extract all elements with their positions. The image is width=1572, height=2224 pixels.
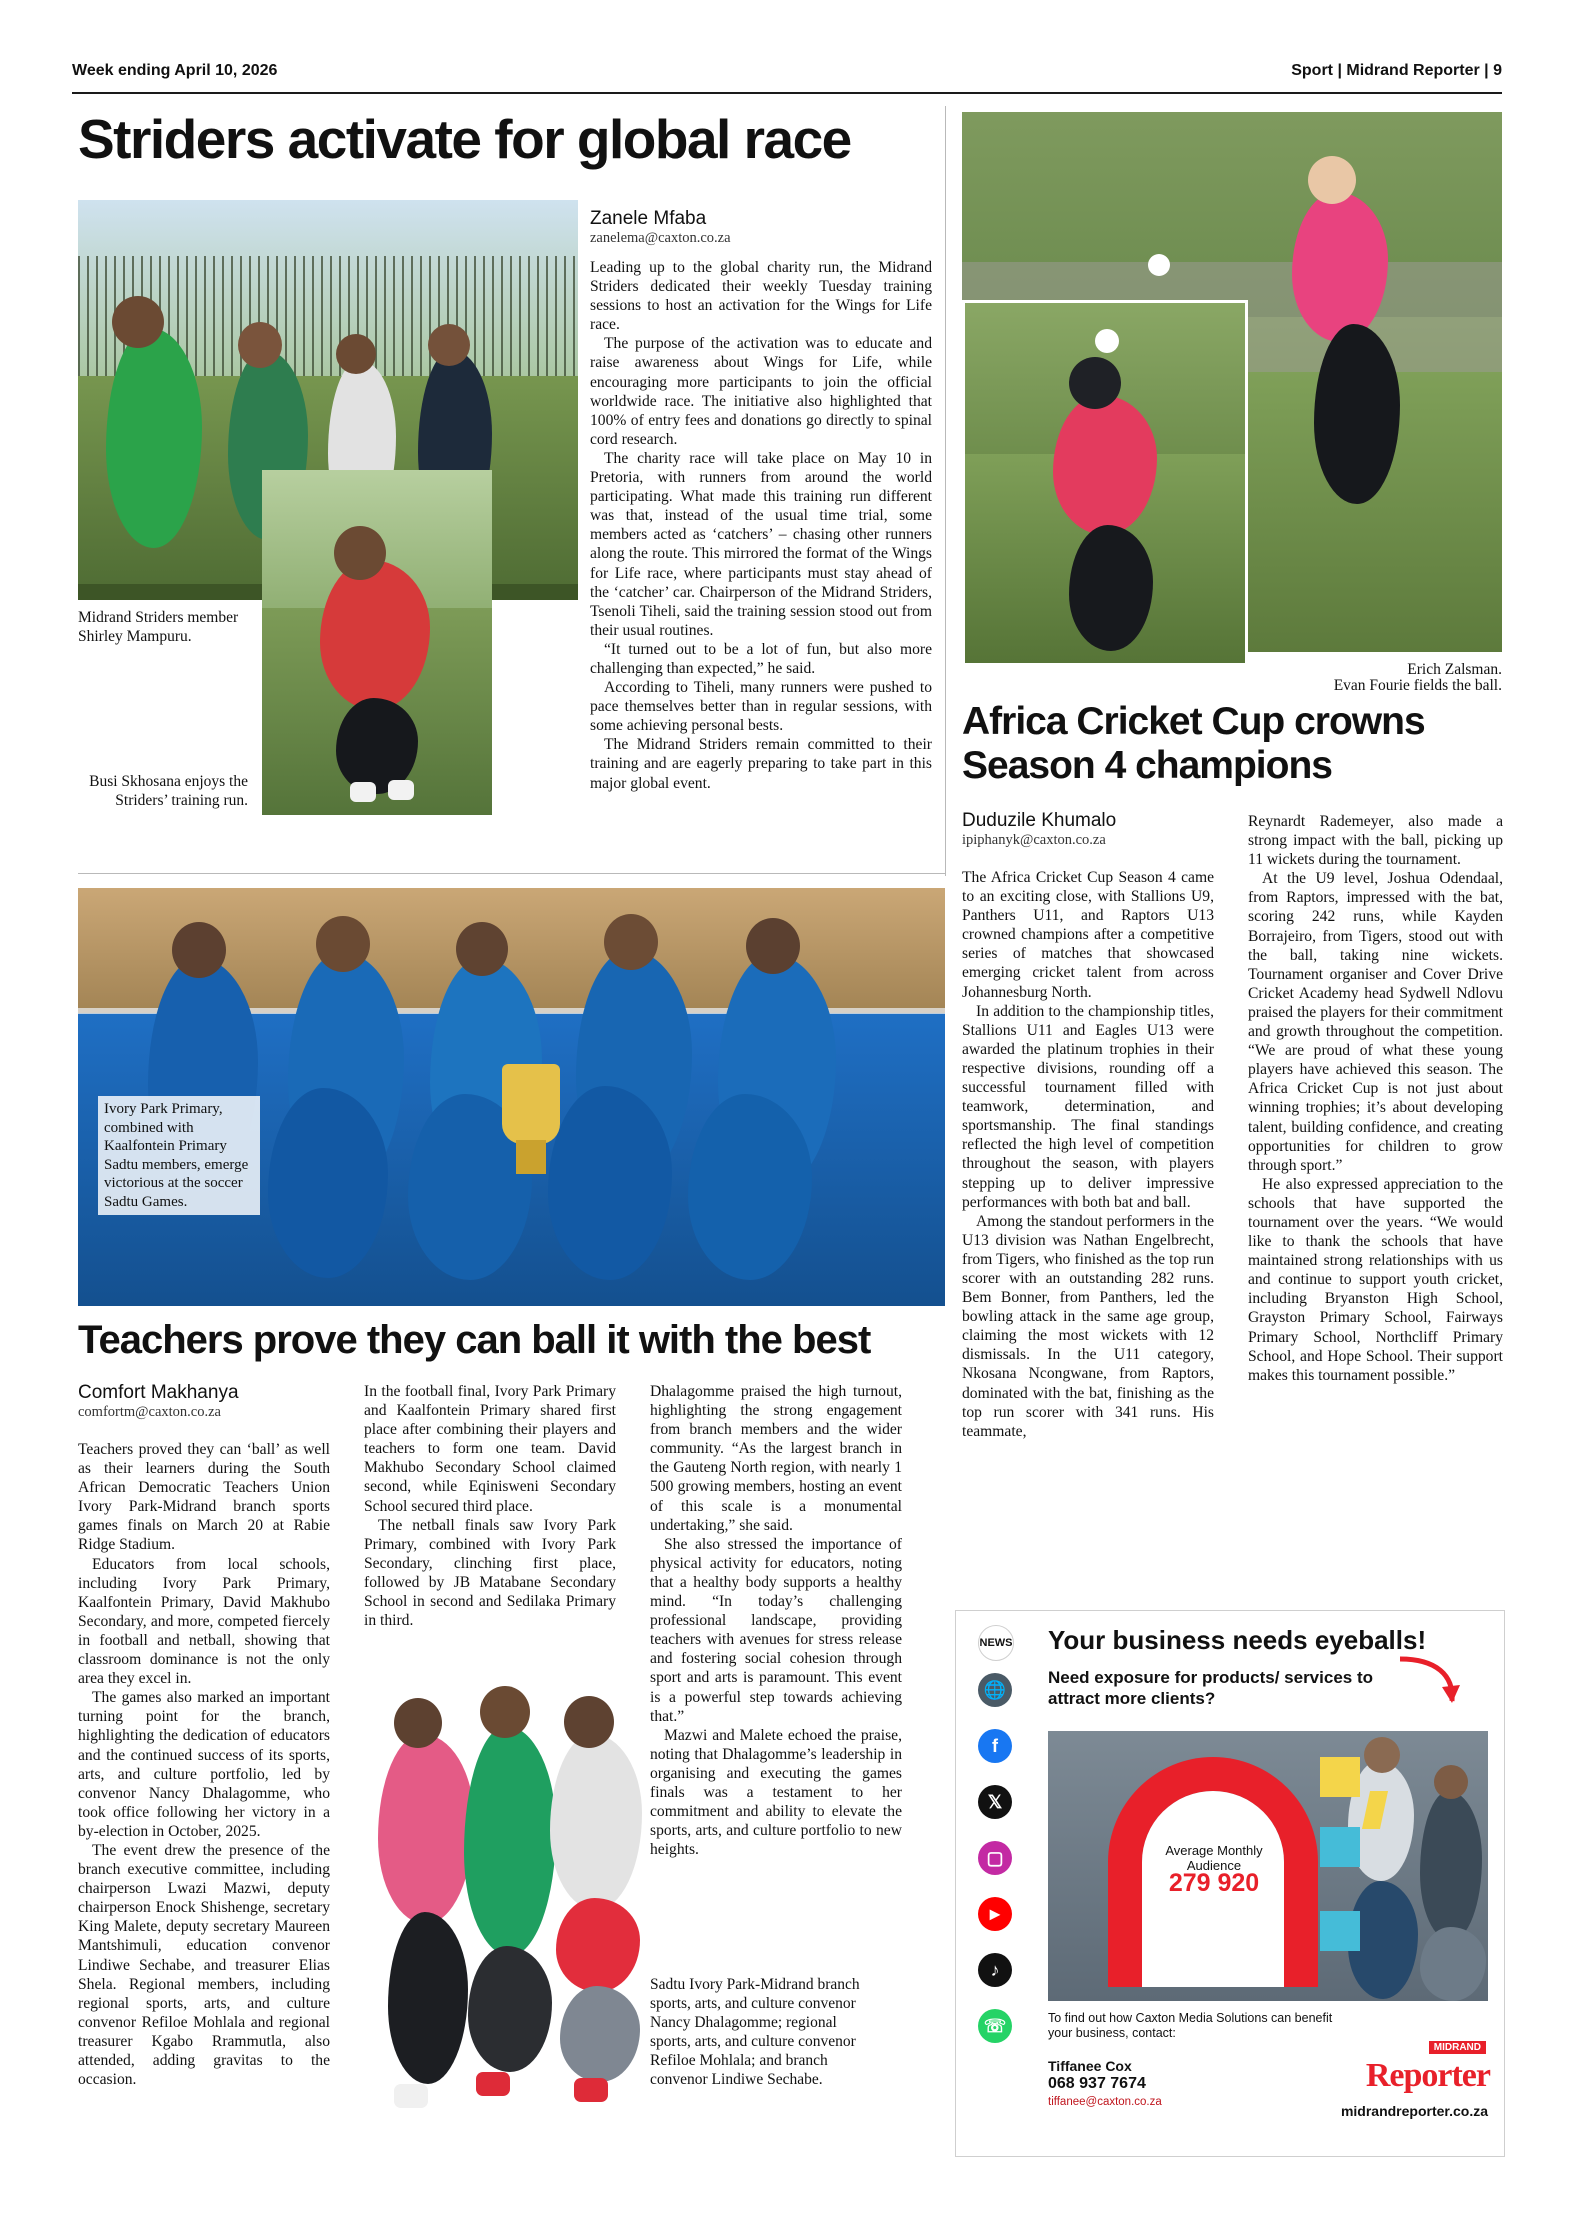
paragraph: The games also marked an important turning point for the branch, highlighting the dedication of educators and the continued success of its sports, arts, and culture portfolio, led by convenor Nancy Dhalagomme, who took office following her victory in a by-election in October, 2025. [78, 1689, 330, 1840]
masthead [72, 60, 1502, 94]
paragraph: According to Tiheli, many runners were pushed to pace themselves better than in regular sessions, with some achieving personal bests. [590, 679, 932, 735]
arrow-icon [1396, 1653, 1466, 1711]
caption-sadtu-netball: Sadtu Ivory Park-Midrand branch sports, arts, and culture convenor Nancy Dhalagomme; regional sports, arts, and culture convenor Refiloe Mohlala; and branch convenor Lindiwe Sechabe. [650, 1976, 860, 2088]
photo-sadtu-netball-officials [364, 1660, 649, 2150]
article-body-teachers-col2 [364, 1382, 616, 1630]
caption-evan-fourie: Evan Fourie fields the ball. [1333, 677, 1502, 694]
ad-footer-text: To find out how Caxton Media Solutions can benefit your business, contact: [1048, 2011, 1333, 2040]
byline-email-striders: zanelema@caxton.co.za [590, 230, 731, 246]
photo-cricket-fielder [962, 300, 1248, 666]
caption-shirley-mampuru: Midrand Striders member Shirley Mampuru. [78, 609, 239, 645]
youtube-icon[interactable]: ► [978, 1897, 1012, 1931]
paragraph: The Midrand Striders remain committed to their training and are eagerly preparing to take part in this major global event. [590, 736, 932, 792]
masthead-page-number: 9 [1493, 62, 1502, 79]
ad-headline: Your business needs eyeballs! [1048, 1625, 1427, 1655]
brand-kicker: MIDRAND [1429, 2041, 1486, 2054]
news-icon[interactable]: NEWS [978, 1625, 1014, 1661]
globe-icon[interactable]: 🌐 [978, 1673, 1012, 1707]
ad-contact-email[interactable]: tiffanee@caxton.co.za [1048, 2096, 1162, 2108]
ad-contact-block [1048, 2057, 1348, 2111]
masthead-paper: Midrand Reporter [1346, 62, 1480, 79]
byline-striders [590, 208, 930, 247]
rule-above-soccer-photo [78, 873, 945, 874]
byline-name-cricket: Duduzile Khumalo [962, 810, 1117, 831]
caption-erich-zalsman: Erich Zalsman. [1407, 661, 1502, 678]
page-title: Striders activate for global race [78, 108, 851, 170]
paragraph: Among the standout performers in the U13 division was Nathan Engelbrecht, from Tigers, who finished as the top run scorer with an outstanding 282 runs. Bem Bonner, from Panthers, led the bowling attack in the same age group, claiming the most wickets with 12 dismissals. In the U11 category, Nkosana Ncongwane, from Raptors, dominated with the bat, finishing as the top run scorer with 341 runs. His teammate, [962, 1212, 1214, 1440]
paragraph: She also stressed the importance of physical activity for educators, noting that a healthy body supports a healthy mind. “In today’s challenging professional landscape, providing teachers with avenues for stress release and fostering social cohesion through sport and arts is paramount. This event is a powerful step towards achieving that.” [650, 1535, 902, 1725]
masthead-section [1291, 62, 1502, 80]
article-body-cricket-col2 [1248, 812, 1503, 1385]
ad-audience-label: Average Monthly Audience [1165, 1843, 1263, 1873]
ad-contact-name: Tiffanee Cox [1048, 2058, 1132, 2074]
article-body-teachers-col1 [78, 1440, 330, 2089]
column-divider-top [945, 106, 946, 876]
masthead-sep-1: | [1337, 62, 1347, 79]
masthead-date: Week ending April 10, 2026 [72, 62, 278, 79]
tiktok-icon[interactable]: ♪ [978, 1953, 1012, 1987]
photo-busi-skhosana [262, 470, 492, 815]
x-icon[interactable]: 𝕏 [978, 1785, 1012, 1819]
paragraph: The charity race will take place on May 10 in Pretoria, with runners from around the world participating. What made this training run different was that, instead of the usual time trial, some members acted as ‘catchers’ – chasing other runners along the route. This mirrored the format of the Wings for Life race, where participants must stay ahead of the ‘catcher’ car. Chairperson of the Midrand Striders, Tsenoli Tiheli, said the training session stood out from their usual routines. [590, 449, 932, 639]
ad-crowd-photo [1048, 1731, 1488, 2001]
byline-cricket [962, 810, 1262, 849]
masthead-sep-2: | [1484, 62, 1494, 79]
paragraph: The event drew the presence of the branch executive committee, including chairperson Lwazi Mazwi, deputy chairperson Enock Shishenge, secretary King Malete, deputy secretary Maureen Mantshimuli, education convenor Lindiwe Sechabe, and treasurer Elias Shela. Regional members, including regional sports, arts, and culture convenor Refiloe Mohlala and regional treasurer Kgabo Rrammutla, also attended, adding gravitas to the occasion. [78, 1841, 330, 2089]
ad-contact-phone: 068 937 7674 [1048, 2075, 1146, 2092]
brand-wordmark: Reporter [1365, 2057, 1490, 2094]
paragraph: The Africa Cricket Cup Season 4 came to an exciting close, with Stallions U9, Panthers U11, and Raptors U13 crowned champions after a competitive series of matches that showcased emerging cricket talent from across Johannesburg North. [962, 869, 1214, 1001]
paragraph: In addition to the championship titles, Stallions U11 and Eagles U13 were awarded the platinum trophies in their respective divisions, rounding off a successful tournament filled with teamwork, determination, and sportsmanship. The final standings reflected the high level of competition throughout the season, with players stepping up to deliver impressive performances with both bat and ball. [962, 1002, 1214, 1211]
advertisement-panel[interactable] [955, 1610, 1505, 2157]
headline-cricket: Africa Cricket Cup crowns Season 4 champions [962, 700, 1425, 787]
byline-teachers [78, 1382, 328, 1421]
instagram-icon[interactable]: ▢ [978, 1841, 1012, 1875]
facebook-icon[interactable]: f [978, 1729, 1012, 1763]
masthead-section-label: Sport [1291, 62, 1333, 79]
caption-busi-skhosana: Busi Skhosana enjoys the Striders’ training run. [89, 773, 248, 809]
headline-teachers: Teachers prove they can ball it with the best [78, 1318, 871, 1362]
ad-subhead: Need exposure for products/ services to attract more clients? [1048, 1668, 1373, 1708]
caption-sadtu-soccer: Ivory Park Primary, combined with Kaalfontein Primary Sadtu members, emerge victorious at the soccer Sadtu Games. [98, 1096, 260, 1215]
paragraph: The netball finals saw Ivory Park Primary, combined with Ivory Park Secondary, clinching first place, followed by JB Matabane Secondary School in second and Sedilaka Primary in third. [364, 1516, 616, 1630]
ad-audience-block [1144, 1843, 1284, 1897]
paragraph: Mazwi and Malete echoed the praise, noting that Dhalagomme’s leadership in organising and executing the games finals was a testament to her commitment and ability to elevate the sports, arts, and culture portfolio to new heights. [650, 1726, 902, 1859]
byline-name-teachers: Comfort Makhanya [78, 1382, 239, 1403]
whatsapp-icon[interactable]: ☏ [978, 2009, 1012, 2043]
paragraph: The purpose of the activation was to educate and raise awareness about Wings for Life, while encouraging more participants to join the official worldwide race. The initiative also highlighted that 100% of entry fees and donations go directly to spinal cord research. [590, 335, 932, 448]
byline-email-cricket: ipiphanyk@caxton.co.za [962, 832, 1106, 848]
paragraph: “It turned out to be a lot of fun, but also more challenging than expected,” he said. [590, 640, 932, 677]
paragraph: Dhalagomme praised the high turnout, highlighting the strong engagement from branch members and the wider community. “As the largest branch in the Gauteng North region, with nearly 1 500 growing members, hosting an event of this scale is a monumental undertaking,” she said. [650, 1383, 902, 1534]
paragraph: Leading up to the global charity run, the Midrand Striders dedicated their weekly Tuesday training sessions to host an activation for the Wings for Life race. [590, 259, 932, 334]
ad-audience-value: 279 920 [1168, 1869, 1260, 1897]
byline-email-teachers: comfortm@caxton.co.za [78, 1404, 221, 1420]
article-body-teachers-col3 [650, 1382, 902, 1859]
photo-sadtu-soccer-team [78, 888, 945, 1306]
paragraph: He also expressed appreciation to the schools that have supported the tournament over the years. “We would like to thank the schools that have maintained strong relationships with us and continue to support youth cricket, including Bryanston High School, Grayston Primary School, Fairways Primary School, Northcliff Primary School, and Hope School. Their support makes this tournament possible.” [1248, 1175, 1503, 1384]
byline-name-striders: Zanele Mfaba [590, 208, 707, 229]
paragraph: In the football final, Ivory Park Primary and Kaalfontein Primary shared first place after combining their players and teachers to form one team. David Makhubo Secondary School claimed second, while Eqinisweni Secondary School secured third place. [364, 1383, 616, 1515]
article-body-striders [590, 258, 932, 793]
paragraph: Educators from local schools, including Ivory Park Primary, Kaalfontein Primary, David Makhubo Secondary, and more, competed fiercely in football and netball, showing that classroom dominance is not the only area they excel in. [78, 1555, 330, 1688]
article-body-cricket-col1 [962, 868, 1214, 1441]
brand-website[interactable]: midrandreporter.co.za [1340, 2103, 1488, 2119]
paragraph: At the U9 level, Joshua Odendaal, from Raptors, impressed with the bat, scoring 242 runs, while Kayden Borrajeiro, from Tigers, stood out with the ball, taking nine wickets. Tournament organiser and Cover Drive Cricket Academy head Sydwell Ndlovu praised the players for their commitment and growth throughout the competition. “We are proud of what these young players have achieved this season. The Africa Cricket Cup is not just about winning trophies; it’s about developing talent, building confidence, and creating opportunities for children to grow through sport.” [1248, 870, 1503, 1174]
paragraph: Teachers proved they can ‘ball’ as well as their learners during the South African Democratic Teachers Union Ivory Park-Midrand branch sports games finals on March 20 at Rabie Ridge Stadium. [78, 1441, 330, 1554]
paragraph: Reynardt Rademeyer, also made a strong impact with the ball, picking up 11 wickets during the tournament. [1248, 813, 1503, 869]
